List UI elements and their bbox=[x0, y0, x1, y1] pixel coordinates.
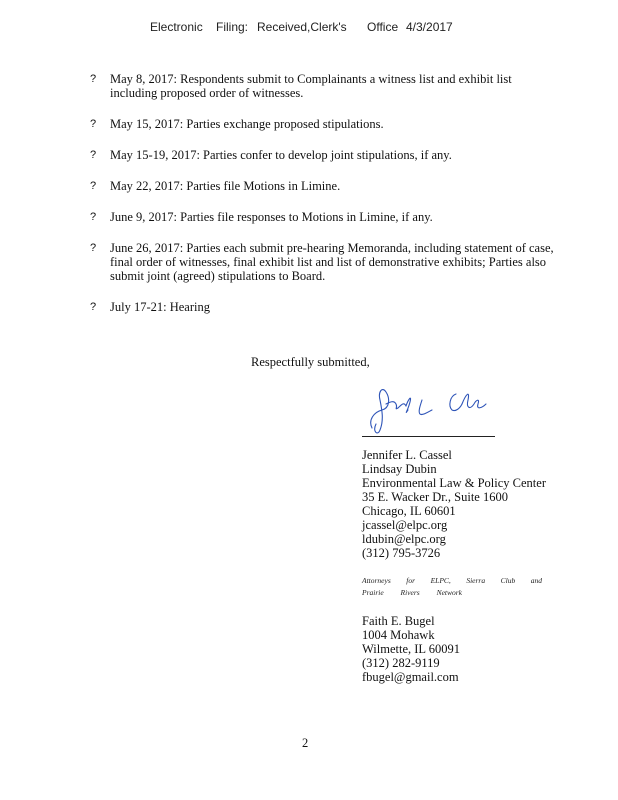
header-electronic: Electronic bbox=[150, 20, 203, 34]
list-item bbox=[90, 241, 590, 283]
list-item bbox=[90, 210, 590, 224]
list-item bbox=[90, 72, 590, 100]
item-text bbox=[110, 72, 590, 100]
list-item bbox=[90, 117, 590, 131]
list-item bbox=[90, 179, 590, 193]
counsel-block-bugel bbox=[362, 614, 460, 684]
signature-image bbox=[360, 380, 500, 438]
attorneys-line-2 bbox=[362, 587, 462, 599]
item-text bbox=[110, 300, 590, 314]
counsel-name: Jennifer L. Cassel bbox=[362, 448, 452, 462]
counsel-name: Lindsay Dubin bbox=[362, 462, 437, 476]
item-line: May 15, 2017: Parties exchange proposed stipulations. bbox=[110, 117, 384, 131]
email: fbugel@gmail.com bbox=[362, 670, 459, 684]
schedule-list bbox=[90, 72, 590, 331]
item-line: May 22, 2017: Parties file Motions in Limine. bbox=[110, 179, 341, 193]
page-number: 2 bbox=[302, 736, 309, 750]
item-line: including proposed order of witnesses. bbox=[110, 86, 304, 100]
word: for bbox=[406, 576, 416, 585]
address-line: Wilmette, IL 60091 bbox=[362, 642, 460, 656]
item-line: submit joint (agreed) stipulations to Board. bbox=[110, 269, 326, 283]
word: Prairie bbox=[362, 588, 384, 597]
signature-line bbox=[362, 436, 495, 437]
attorneys-for-note bbox=[362, 575, 542, 599]
word: Sierra bbox=[466, 576, 486, 585]
bullet: ? bbox=[90, 301, 97, 313]
bullet: ? bbox=[90, 180, 97, 192]
item-line: July 17-21: Hearing bbox=[110, 300, 210, 314]
item-text bbox=[110, 210, 590, 224]
phone: (312) 795-3726 bbox=[362, 546, 441, 560]
item-line: June 9, 2017: Parties file responses to Motions in Limine, if any. bbox=[110, 210, 433, 224]
item-line: final order of witnesses, final exhibit list and list of demonstrative exhibits; Parties also bbox=[110, 255, 547, 269]
word: Attorneys bbox=[362, 576, 391, 585]
phone: (312) 282-9119 bbox=[362, 656, 440, 670]
header-date: 4/3/2017 bbox=[406, 20, 453, 34]
item-line: May 8, 2017: Respondents submit to Complainants a witness list and exhibit list bbox=[110, 72, 512, 86]
item-text bbox=[110, 117, 590, 131]
email: jcassel@elpc.org bbox=[362, 518, 448, 532]
email: ldubin@elpc.org bbox=[362, 532, 446, 546]
item-text bbox=[110, 179, 590, 193]
word: Rivers bbox=[400, 588, 420, 597]
bullet: ? bbox=[90, 242, 97, 254]
closing-text: Respectfully submitted, bbox=[251, 355, 370, 369]
header-office: Office bbox=[367, 20, 399, 34]
address-line: 35 E. Wacker Dr., Suite 1600 bbox=[362, 490, 508, 504]
counsel-name: Faith E. Bugel bbox=[362, 614, 435, 628]
item-text bbox=[110, 148, 590, 162]
organization: Environmental Law & Policy Center bbox=[362, 476, 546, 490]
word: and bbox=[530, 576, 542, 585]
header-received: Received,Clerk's bbox=[257, 20, 347, 34]
word: ELPC, bbox=[430, 576, 451, 585]
attorneys-line-1 bbox=[362, 575, 542, 587]
item-line: May 15-19, 2017: Parties confer to develop joint stipulations, if any. bbox=[110, 148, 452, 162]
bullet: ? bbox=[90, 73, 97, 85]
list-item bbox=[90, 148, 590, 162]
bullet: ? bbox=[90, 211, 97, 223]
counsel-block-elpc bbox=[362, 448, 546, 560]
header-filing: Filing: bbox=[216, 20, 249, 34]
address-line: 1004 Mohawk bbox=[362, 628, 435, 642]
bullet: ? bbox=[90, 149, 97, 161]
bullet: ? bbox=[90, 118, 97, 130]
word: Network bbox=[436, 588, 462, 597]
address-line: Chicago, IL 60601 bbox=[362, 504, 456, 518]
item-line: June 26, 2017: Parties each submit pre-hearing Memoranda, including statement of case, bbox=[110, 241, 554, 255]
list-item bbox=[90, 300, 590, 314]
item-text bbox=[110, 241, 590, 283]
word: Club bbox=[500, 576, 516, 585]
